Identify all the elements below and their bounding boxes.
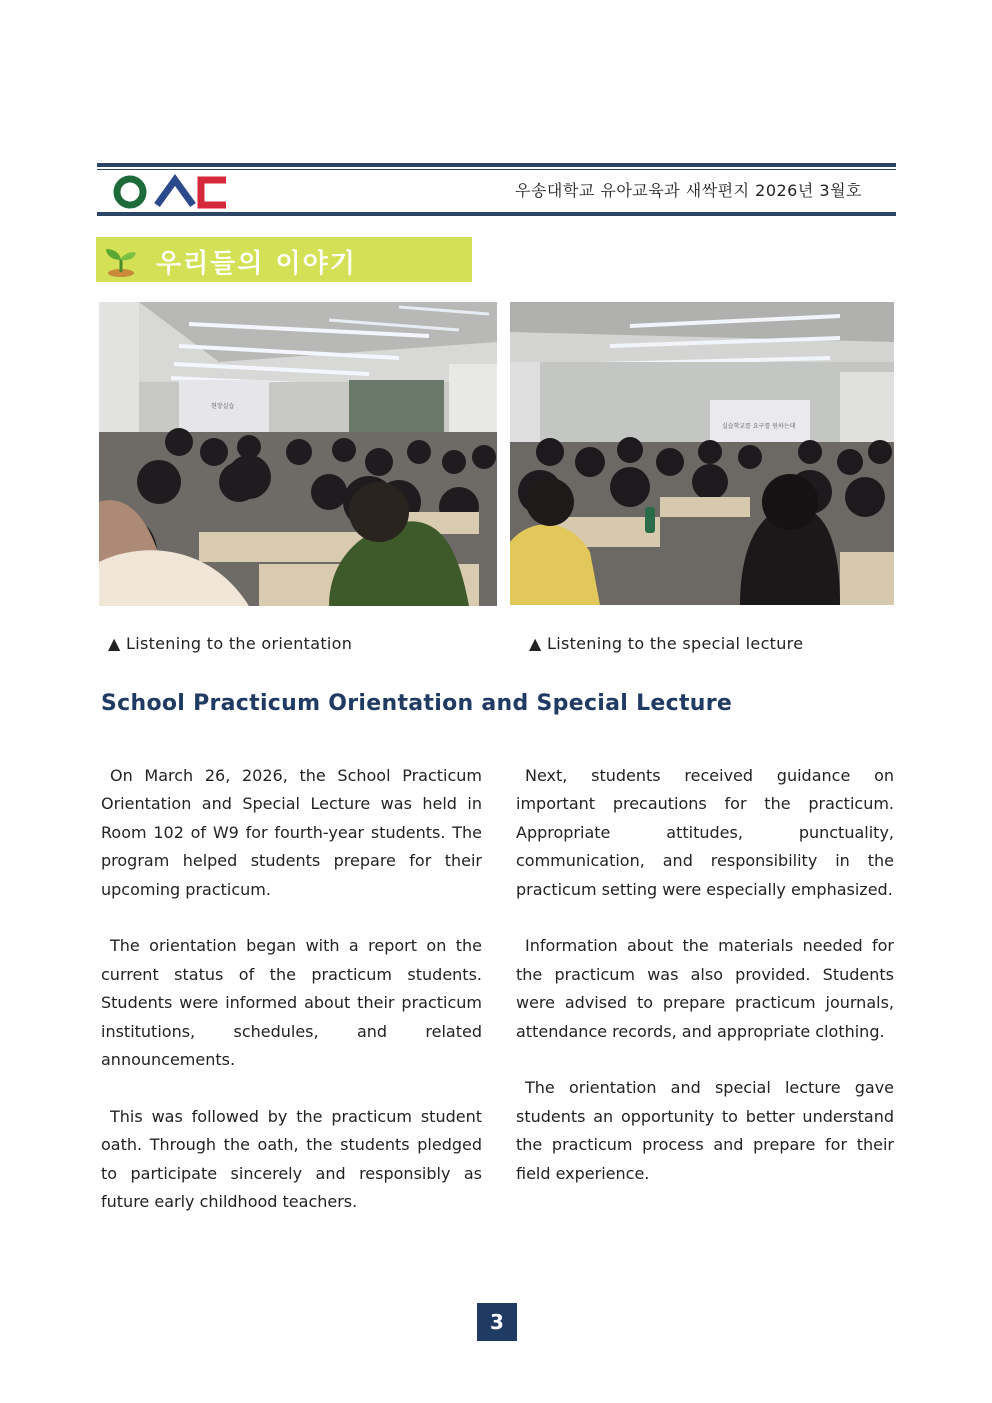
sprout-icon (102, 245, 140, 277)
photo-caption-orientation: ▲ Listening to the orientation (108, 634, 353, 653)
article-paragraph: The orientation and special lecture gave students an opportunity to better understand the practicum process and prepare for their field experience. (516, 1078, 894, 1183)
newsletter-title: 우송대학교 유아교육과 새싹편지 2026년 3월호 (515, 181, 862, 200)
article-column-left (101, 762, 482, 1245)
photo-special-lecture (510, 302, 894, 605)
header-rule-top-thin (97, 169, 896, 170)
projector-screen-text: 현장실습 (211, 403, 235, 410)
header-rule-bottom (97, 212, 896, 216)
article-heading: School Practicum Orientation and Special Lecture (101, 691, 733, 716)
page-number: 3 (477, 1303, 517, 1341)
article-paragraph: Next, students received guidance on important precautions for the practicum. Appropriate attitudes, punctuality, communication, and responsibility in the practicum setting were especially emphasized. (516, 766, 894, 899)
article-paragraph: On March 26, 2026, the School Practicum Orientation and Special Lecture was held in Room 102 of W9 for fourth-year students. The program helped students prepare for their upcoming practicum. (101, 766, 482, 899)
article-paragraph: This was followed by the practicum student oath. Through the oath, the students pledged to participate sincerely and responsibly as future early childhood teachers. (101, 1106, 482, 1212)
article-column-right (516, 762, 894, 1216)
section-title: 우리들의 이야기 (156, 249, 357, 279)
projector-screen-text: 실습학교를 요구를 원하는데 (722, 423, 796, 430)
section-banner (96, 237, 472, 282)
header-rule-top (97, 163, 896, 167)
photo-orientation (99, 302, 497, 606)
article-paragraph: The orientation began with a report on the current status of the practicum students. Students were informed about their practicum institutions, schedules, and related announcements. (101, 936, 482, 1070)
photo-caption-special-lecture: ▲ Listening to the special lecture (529, 634, 804, 653)
department-logo (113, 174, 233, 210)
article-paragraph: Information about the materials needed for the practicum was also provided. Students were advised to prepare practicum journals, attendance records, and appropriate clothing. (516, 936, 894, 1041)
